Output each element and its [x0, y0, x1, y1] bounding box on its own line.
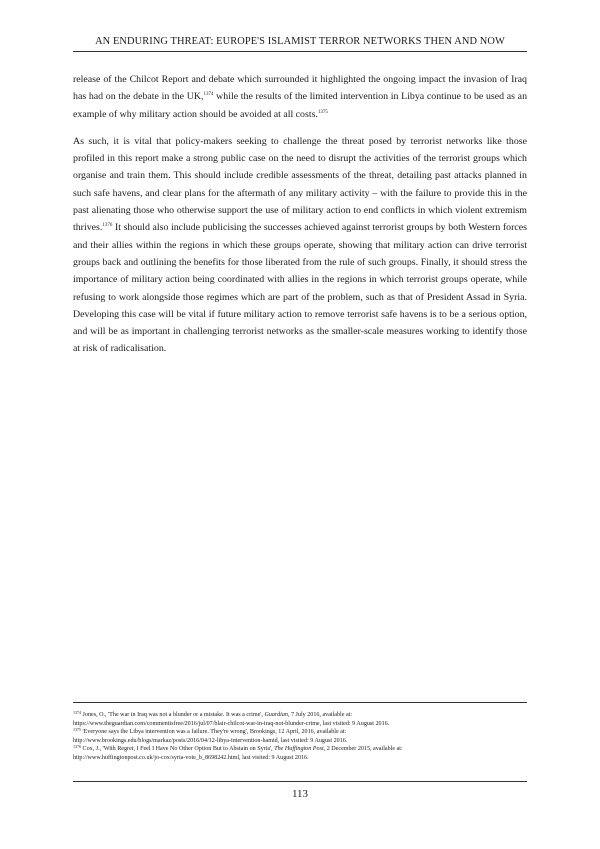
paragraph	[73, 133, 527, 358]
footnote-text: , 7 July 2016, available at:	[287, 712, 353, 718]
footnote-text: Jones, O., 'The war in Iraq was not a blunder or a mistake. It was a crime',	[81, 712, 265, 718]
footnote	[73, 711, 527, 728]
footnote-source: The Huffington Post	[274, 746, 324, 753]
footnotes	[73, 711, 527, 763]
footnote-ref[interactable]: 1374	[203, 92, 214, 98]
footnote-link[interactable]: http://www.brookings.edu/blogs/markaz/posts/2016/04/12-libya-intervention-hamid, last visited: 9 August 2016.	[73, 737, 348, 744]
header-rule	[73, 51, 527, 52]
paragraph-text: It should also include publicising the successes achieved against terrorist groups by both Western forces and their allies within the regions in which these groups operate, showing that military action can drive terrorist groups back and outlining the benefits for those liberated from the rule of such groups. Finally, it should stress the importance of military action being coordinated with allies in the regions in which terrorist groups operate, while refusing to work alongside those regimes which are part of the problem, such as that of President Assad in Syria. Developing this case will be vital if future military action to remove terrorist safe havens is to be a serious option, and will be as important in challenging terrorist networks as the smaller-scale measures working to identify those at risk of radicalisation.	[73, 222, 527, 355]
paragraph-text: release of the Chilcot Report and debate which surrounded it highlighted the ongoing impact the invasion of Iraq has had on the debate in the UK,	[73, 74, 527, 103]
footnote	[73, 745, 527, 762]
page-rule	[73, 781, 527, 782]
footnote-source: Guardian	[264, 712, 288, 718]
body-text	[73, 71, 527, 368]
footnote	[73, 728, 527, 745]
footnote-number: 1376	[73, 744, 81, 750]
footnote-link[interactable]: https://www.theguardian.com/commentisfree/2016/jul/07/blair-chilcot-war-in-iraq-not-blunder-crime, last visited: 9 August 2016.	[73, 720, 390, 727]
paragraph-text: while the results of the limited intervention in Libya continue to be used as an example of why military action should be avoided at all costs.	[73, 91, 528, 120]
footnote-text: , 2 December 2015, available at:	[323, 746, 403, 753]
footnote-text: Cox, J., 'With Regret, I Feel I Have No Other Option But to Abstain on Syria',	[81, 746, 275, 753]
footnote-number: 1375	[73, 727, 81, 733]
running-header: AN ENDURING THREAT: EUROPE'S ISLAMIST TERROR NETWORKS THEN AND NOW	[95, 36, 505, 47]
footnote-text: 'Everyone says the Libya intervention was a failure. They're wrong', Brookings, 12 April, 2016, available at:	[81, 729, 347, 736]
footnote-ref[interactable]: 1375	[317, 109, 328, 115]
footnote-ref[interactable]: 1376	[102, 223, 113, 229]
paragraph-text: As such, it is vital that policy-makers seeking to challenge the threat posed by terrorist networks like those profiled in this report make a strong public case on the need to disrupt the activities of the terrorist groups which organise and train them. This should include credible assessments of the threat, detailing past attacks planned in such safe havens, and clear plans for the aftermath of any military activity – with the failure to provide this in the past alienating those who otherwise support the use of military action to end conflicts in which violent extremism thrives.	[73, 135, 527, 234]
footnote-rule	[73, 702, 527, 703]
paragraph	[73, 71, 527, 123]
footnote-number: 1374	[73, 710, 81, 715]
footnote-link[interactable]: http://www.huffingtonpost.co.uk/jo-cox/syria-vote_b_8698242.html, last visited: 9 August 2016.	[73, 754, 309, 761]
page-number: 113	[291, 788, 309, 800]
